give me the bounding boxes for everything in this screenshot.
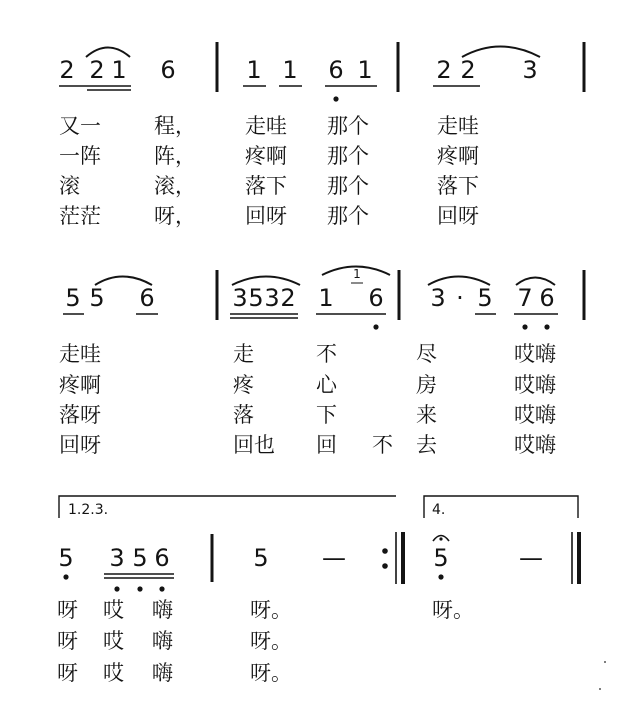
note: 6 bbox=[368, 284, 384, 312]
note: 5 bbox=[248, 284, 264, 312]
lyric: 落下 bbox=[245, 174, 287, 198]
lyric: 落呀 bbox=[59, 403, 101, 427]
lyrics-verse-4 bbox=[59, 433, 556, 457]
lyric: 滚， bbox=[154, 174, 196, 198]
dash-extension: — bbox=[322, 544, 346, 572]
lyric: 来 bbox=[416, 403, 437, 427]
note: 5 bbox=[433, 544, 449, 572]
octave-dot-below bbox=[333, 96, 338, 101]
lyric: 走 bbox=[233, 342, 254, 366]
note: 5 bbox=[58, 544, 74, 572]
octave-dot-below bbox=[114, 586, 119, 591]
system-1 bbox=[59, 42, 584, 229]
lyric: 程， bbox=[154, 114, 196, 138]
lyric: 呀 bbox=[57, 629, 78, 653]
note: 1 bbox=[246, 56, 262, 84]
lyric: 回也 bbox=[233, 433, 275, 457]
lyric: 哎 bbox=[103, 661, 124, 685]
final-barline bbox=[572, 532, 579, 584]
scan-speck bbox=[599, 688, 601, 690]
ending-label: 1.2.3. bbox=[68, 502, 109, 518]
lyric: 呀。 bbox=[250, 629, 292, 653]
octave-dot-below bbox=[438, 574, 443, 579]
lyric: 哎嗨 bbox=[514, 403, 556, 427]
lyric: 呀。 bbox=[250, 598, 292, 622]
lyric: 尽 bbox=[416, 342, 437, 366]
note: 6 bbox=[154, 544, 170, 572]
note: 6 bbox=[160, 56, 176, 84]
lyric: 哎嗨 bbox=[514, 433, 556, 457]
octave-dot-below bbox=[159, 586, 164, 591]
note: 6 bbox=[539, 284, 555, 312]
lyric: 阵， bbox=[154, 144, 196, 168]
lyric: 呀。 bbox=[250, 661, 292, 685]
note: 6 bbox=[139, 284, 155, 312]
lyric: 回 bbox=[316, 433, 337, 457]
note: 3 bbox=[232, 284, 248, 312]
lyric: 呀 bbox=[57, 661, 78, 685]
ending-label: 4. bbox=[432, 502, 446, 518]
lyric: 又一 bbox=[59, 114, 101, 138]
note: 5 bbox=[65, 284, 81, 312]
lyric: 哎嗨 bbox=[514, 342, 556, 366]
lyric: 去 bbox=[416, 433, 437, 457]
lyric: 哎 bbox=[103, 598, 124, 622]
lyric: 房 bbox=[416, 373, 437, 397]
lyric: 疼啊 bbox=[437, 144, 479, 168]
lyric: 一阵 bbox=[59, 144, 101, 168]
note: 2 bbox=[89, 56, 105, 84]
lyric: 呀。 bbox=[432, 598, 474, 622]
augmentation-dot: · bbox=[456, 284, 464, 312]
lyric: 哎 bbox=[103, 629, 124, 653]
lyrics-verse-3 bbox=[59, 174, 479, 199]
lyric: 疼 bbox=[233, 373, 254, 397]
lyrics-verse-4 bbox=[59, 204, 479, 229]
lyric: 回呀 bbox=[245, 204, 287, 228]
lyric: 下 bbox=[316, 403, 337, 427]
lyrics-verse-3 bbox=[57, 661, 292, 685]
lyrics-verse-1 bbox=[59, 114, 479, 139]
grace-note: 1 bbox=[353, 267, 361, 281]
lyric: 疼啊 bbox=[59, 373, 101, 397]
octave-dot-below bbox=[137, 586, 142, 591]
note: 1 bbox=[357, 56, 373, 84]
note: 3 bbox=[264, 284, 280, 312]
volta-bracket-1 bbox=[59, 496, 396, 518]
lyric: 那个 bbox=[327, 144, 369, 168]
octave-dot-below bbox=[63, 574, 68, 579]
system-2 bbox=[59, 267, 584, 458]
lyrics-verse-3 bbox=[59, 403, 556, 427]
system-3 bbox=[57, 496, 606, 690]
note: 7 bbox=[517, 284, 533, 312]
lyric: 茫茫 bbox=[59, 204, 101, 228]
lyrics-verse-1 bbox=[59, 342, 556, 366]
note: 5 bbox=[132, 544, 148, 572]
lyric: 嗨 bbox=[152, 629, 173, 653]
note: 5 bbox=[89, 284, 105, 312]
note: 5 bbox=[253, 544, 269, 572]
dash-extension: — bbox=[519, 544, 543, 572]
note: 3 bbox=[109, 544, 125, 572]
lyric: 哎嗨 bbox=[514, 373, 556, 397]
lyrics-verse-2 bbox=[59, 373, 556, 397]
note: 3 bbox=[430, 284, 446, 312]
note: 3 bbox=[522, 56, 538, 84]
lyric: 落 bbox=[233, 403, 254, 427]
lyric: 那个 bbox=[327, 204, 369, 228]
lyric: 回呀 bbox=[59, 433, 101, 457]
lyrics-verse-1 bbox=[57, 598, 474, 622]
lyric: 不 bbox=[372, 433, 393, 457]
lyric: 走哇 bbox=[59, 342, 101, 366]
octave-dot-below bbox=[522, 324, 527, 329]
fermata-dot bbox=[439, 537, 442, 540]
octave-dot-below bbox=[373, 324, 378, 329]
note: 2 bbox=[436, 56, 452, 84]
note: 5 bbox=[477, 284, 493, 312]
end-repeat-barline bbox=[382, 532, 403, 584]
note: 2 bbox=[460, 56, 476, 84]
lyric: 那个 bbox=[327, 114, 369, 138]
lyric: 走哇 bbox=[245, 114, 287, 138]
lyrics-verse-2 bbox=[59, 144, 479, 169]
lyric: 心 bbox=[316, 373, 337, 397]
note: 2 bbox=[59, 56, 75, 84]
scan-speck bbox=[604, 661, 606, 663]
lyric: 疼啊 bbox=[245, 144, 287, 168]
lyric: 那个 bbox=[327, 174, 369, 198]
volta-bracket-2 bbox=[424, 496, 578, 518]
lyric: 不 bbox=[316, 342, 337, 366]
lyric: 嗨 bbox=[152, 661, 173, 685]
lyric: 回呀 bbox=[437, 204, 479, 228]
lyric: 落下 bbox=[437, 174, 479, 198]
lyric: 嗨 bbox=[152, 598, 173, 622]
octave-dot-below bbox=[544, 324, 549, 329]
lyric: 呀， bbox=[154, 204, 196, 228]
note: 6 bbox=[328, 56, 344, 84]
lyric: 滚 bbox=[59, 174, 80, 198]
lyric: 呀 bbox=[57, 598, 78, 622]
lyric: 走哇 bbox=[437, 114, 479, 138]
note: 1 bbox=[111, 56, 127, 84]
note: 1 bbox=[282, 56, 298, 84]
lyrics-verse-2 bbox=[57, 629, 292, 653]
note: 1 bbox=[318, 284, 334, 312]
note: 2 bbox=[280, 284, 296, 312]
